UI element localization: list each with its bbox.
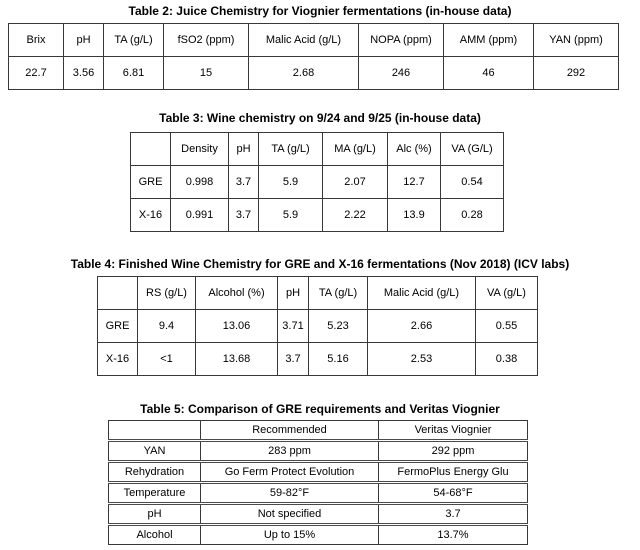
data-cell: 2.66 [368, 310, 476, 343]
data-cell: 2.53 [368, 343, 476, 376]
data-cell: 246 [359, 57, 444, 90]
column-header-cell [109, 421, 201, 441]
table-row [109, 525, 528, 545]
data-cell: 13.9 [388, 199, 441, 232]
data-cell: 283 ppm [201, 441, 379, 462]
data-cell: 3.7 [229, 166, 259, 199]
column-header-cell: YAN (ppm) [534, 24, 619, 57]
data-cell: GRE [131, 166, 171, 199]
data-cell: 13.06 [196, 310, 278, 343]
header-row [9, 24, 619, 57]
column-header-cell: RS (g/L) [138, 277, 196, 310]
column-header-cell: Alcohol (%) [196, 277, 278, 310]
table-row [109, 504, 528, 525]
data-cell: 13.68 [196, 343, 278, 376]
table4-title: Table 4: Finished Wine Chemistry for GRE and X-16 fermentations (Nov 2018) (ICV labs) [70, 257, 570, 271]
table2-title: Table 2: Juice Chemistry for Viognier fermentations (in-house data) [128, 4, 512, 18]
data-cell: Rehydration [109, 462, 201, 483]
data-cell: Temperature [109, 483, 201, 504]
data-cell: Alcohol [109, 525, 201, 545]
data-cell: 9.4 [138, 310, 196, 343]
data-cell: 59-82°F [201, 483, 379, 504]
data-cell: 2.07 [323, 166, 388, 199]
column-header-cell: Malic Acid (g/L) [368, 277, 476, 310]
column-header-cell: pH [278, 277, 309, 310]
data-cell: 0.55 [476, 310, 538, 343]
table2-juice-chemistry [8, 23, 619, 90]
data-cell: X-16 [131, 199, 171, 232]
column-header-cell: TA (g/L) [309, 277, 368, 310]
data-cell: 292 [534, 57, 619, 90]
column-header-cell: AMM (ppm) [444, 24, 534, 57]
table-row [131, 199, 504, 232]
data-cell: <1 [138, 343, 196, 376]
data-cell: Up to 15% [201, 525, 379, 545]
data-cell: 0.28 [441, 199, 504, 232]
table-row [109, 462, 528, 483]
table-row [109, 483, 528, 504]
column-header-cell: MA (g/L) [323, 133, 388, 166]
data-cell: 3.7 [379, 504, 528, 525]
table-row [9, 57, 619, 90]
table4-finished-wine-chemistry [97, 276, 538, 376]
table3-title: Table 3: Wine chemistry on 9/24 and 9/25 (in-house data) [159, 111, 481, 125]
data-cell: 0.54 [441, 166, 504, 199]
data-cell: 2.22 [323, 199, 388, 232]
data-cell: 22.7 [9, 57, 64, 90]
data-cell: 54-68°F [379, 483, 528, 504]
column-header-cell: Brix [9, 24, 64, 57]
data-cell: pH [109, 504, 201, 525]
column-header-cell: TA (g/L) [259, 133, 323, 166]
header-row [131, 133, 504, 166]
table-row [98, 343, 538, 376]
data-cell: 3.7 [278, 343, 309, 376]
column-header-cell: Veritas Viognier [379, 421, 528, 441]
data-cell: 46 [444, 57, 534, 90]
data-cell: 3.7 [229, 199, 259, 232]
data-cell: Not specified [201, 504, 379, 525]
data-cell: 13.7% [379, 525, 528, 545]
data-cell: 2.68 [249, 57, 359, 90]
data-cell: 15 [164, 57, 249, 90]
data-cell: X-16 [98, 343, 138, 376]
data-cell: YAN [109, 441, 201, 462]
header-row [98, 277, 538, 310]
column-header-cell [98, 277, 138, 310]
column-header-cell: NOPA (ppm) [359, 24, 444, 57]
table-row [131, 166, 504, 199]
data-cell: 5.9 [259, 166, 323, 199]
table-row [109, 441, 528, 462]
table-row [98, 310, 538, 343]
table5-title: Table 5: Comparison of GRE requirements and Veritas Viognier [140, 402, 500, 416]
column-header-cell: VA (G/L) [441, 133, 504, 166]
column-header-cell: TA (g/L) [104, 24, 164, 57]
data-cell: 3.71 [278, 310, 309, 343]
column-header-cell [131, 133, 171, 166]
column-header-cell: fSO2 (ppm) [164, 24, 249, 57]
header-row [109, 421, 528, 441]
data-cell: 12.7 [388, 166, 441, 199]
data-cell: 0.991 [171, 199, 229, 232]
data-cell: 0.38 [476, 343, 538, 376]
column-header-cell: Density [171, 133, 229, 166]
column-header-cell: Recommended [201, 421, 379, 441]
data-cell: 3.56 [64, 57, 104, 90]
data-cell: 0.998 [171, 166, 229, 199]
column-header-cell: Malic Acid (g/L) [249, 24, 359, 57]
column-header-cell: Alc (%) [388, 133, 441, 166]
data-cell: 5.9 [259, 199, 323, 232]
data-cell: GRE [98, 310, 138, 343]
data-cell: 5.23 [309, 310, 368, 343]
data-cell: 6.81 [104, 57, 164, 90]
data-cell: FermoPlus Energy Glu [379, 462, 528, 483]
column-header-cell: pH [64, 24, 104, 57]
data-cell: 292 ppm [379, 441, 528, 462]
column-header-cell: pH [229, 133, 259, 166]
table5-requirements-comparison [108, 420, 528, 545]
table3-wine-chemistry [130, 132, 504, 232]
data-cell: 5.16 [309, 343, 368, 376]
column-header-cell: VA (g/L) [476, 277, 538, 310]
data-cell: Go Ferm Protect Evolution [201, 462, 379, 483]
